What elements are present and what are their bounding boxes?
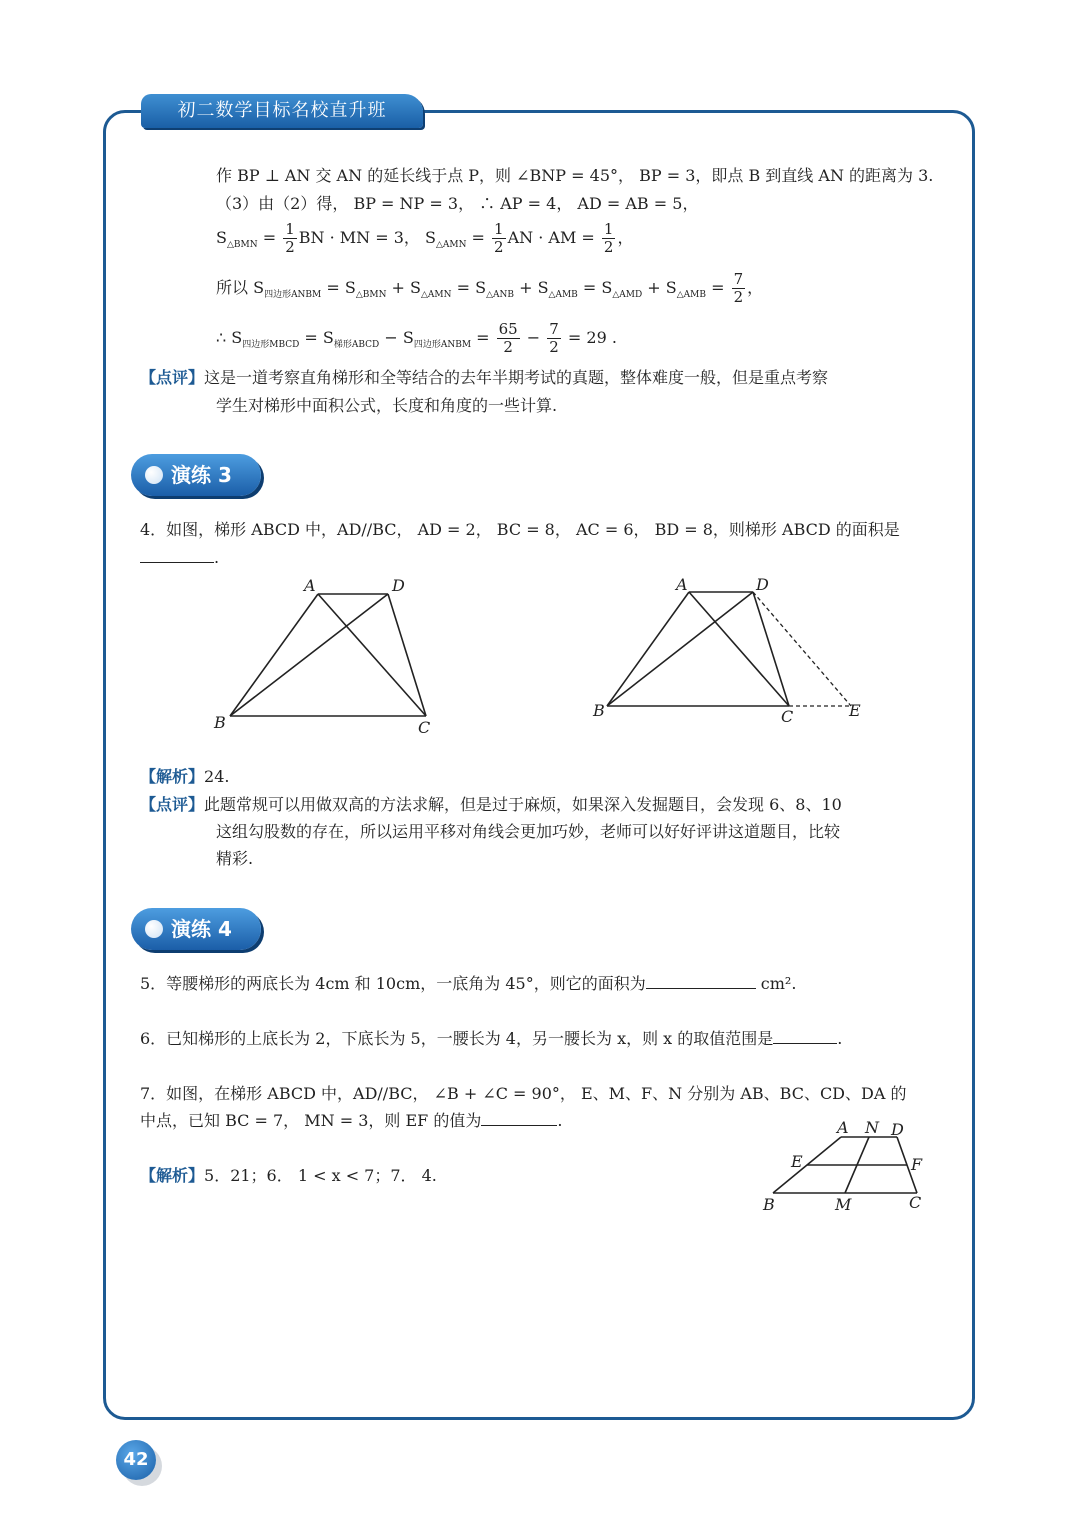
comment-1: 【点评】这是一道考察直角梯形和全等结合的去年半期考试的真题，整体难度一般，但是重点考察	[140, 368, 829, 387]
question-4: 4．如图，梯形 ABCD 中，AD//BC， AD = 2， BC = 8， AC = 6， BD = 8，则梯形 ABCD 的面积是	[140, 520, 900, 539]
label-B: B	[214, 713, 226, 732]
comment-3: 【点评】此题常规可以用做双高的方法求解，但是过于麻烦，如果深入发掘题目，会发现 6、8、10	[140, 795, 842, 814]
label-E: E	[791, 1152, 803, 1171]
label-N: N	[865, 1118, 879, 1137]
trapezoid-figure-1	[200, 570, 460, 740]
solution-line-4: 所以 $S_{四边形ANBM} = S_{\triangle BMN} + S_{\triangle AMN} = S_{\triangle ANB} + S_{\triangle AMB} = S_{\triangle AMD} + S_{\triangle AMB}$ = $\frac{7}{2}$ ，	[216, 270, 764, 306]
label-A: A	[676, 575, 688, 594]
question-6: 6．已知梯形的上底长为 2，下底长为 5，一腰长为 4，另一腰长为 x，则 x 的取值范围是 .	[140, 1029, 843, 1048]
header-title: 初二数学目标名校直升班	[141, 94, 423, 128]
label-F: F	[911, 1155, 923, 1174]
answer-blank	[773, 1029, 837, 1044]
bullet-icon	[145, 920, 163, 938]
answer-blank	[646, 974, 756, 989]
label-M: M	[835, 1195, 852, 1214]
comment-3-line-2: 这组勾股数的存在，所以运用平移对角线会更加巧妙，老师可以好好评讲这道题目，比较	[216, 822, 841, 841]
solution-line-3: $S_{\triangle BMN}$ = $\frac{1}{2}$ BN · MN = 3， $S_{\triangle AMN}$ = $\frac{1}{2}$ AN · AM = $\frac{1}{2}$ ，	[216, 220, 634, 256]
trapezoid-figure-2	[585, 570, 875, 730]
label-B: B	[593, 701, 605, 720]
label-D: D	[392, 576, 405, 595]
label-C: C	[909, 1193, 922, 1212]
label-E: E	[849, 701, 861, 720]
answer-blank	[481, 1111, 557, 1126]
section-3-tag: 演练 3	[131, 454, 261, 496]
label-C: C	[781, 707, 794, 726]
solution-line-2: （3）由（2）得， BP = NP = 3， ∴ AP = 4， AD = AB = 5，	[216, 194, 699, 213]
label-C: C	[418, 718, 431, 737]
trapezoid-figure-3	[755, 1115, 935, 1215]
question-4-line-2: .	[140, 548, 219, 568]
question-7: 7．如图，在梯形 ABCD 中，AD//BC， ∠B + ∠C = 90°， E、M、F、N 分别为 AB、BC、CD、DA 的	[140, 1084, 907, 1103]
label-D: D	[891, 1120, 904, 1139]
answer-3: 【解析】24.	[140, 767, 230, 786]
question-7-line-2: 中点，已知 BC = 7， MN = 3，则 EF 的值为 .	[140, 1111, 563, 1130]
comment-1-line-2: 学生对梯形中面积公式，长度和角度的一些计算.	[216, 396, 558, 415]
page-number: 42	[116, 1440, 156, 1480]
question-5: 5．等腰梯形的两底长为 4cm 和 10cm，一底角为 45°，则它的面积为 cm².	[140, 974, 797, 993]
answer-4: 【解析】5．21；6． 1 < x < 7；7． 4.	[140, 1166, 437, 1185]
solution-line-5: ∴ $S_{四边形MBCD} = S_{梯形ABCD} - S_{四边形ANBM}$ = $\frac{65}{2}$ − $\frac{7}{2}$ = 29 .	[216, 320, 617, 356]
bullet-icon	[145, 466, 163, 484]
answer-blank	[140, 548, 214, 563]
label-A: A	[837, 1118, 849, 1137]
label-A: A	[304, 576, 316, 595]
section-4-tag: 演练 4	[131, 908, 261, 950]
comment-3-line-3: 精彩.	[216, 849, 254, 868]
label-D: D	[756, 575, 769, 594]
solution-line-1: 作 BP ⊥ AN 交 AN 的延长线于点 P，则 ∠BNP = 45°， BP = 3，即点 B 到直线 AN 的距离为 3.	[216, 166, 934, 185]
label-B: B	[763, 1195, 775, 1214]
